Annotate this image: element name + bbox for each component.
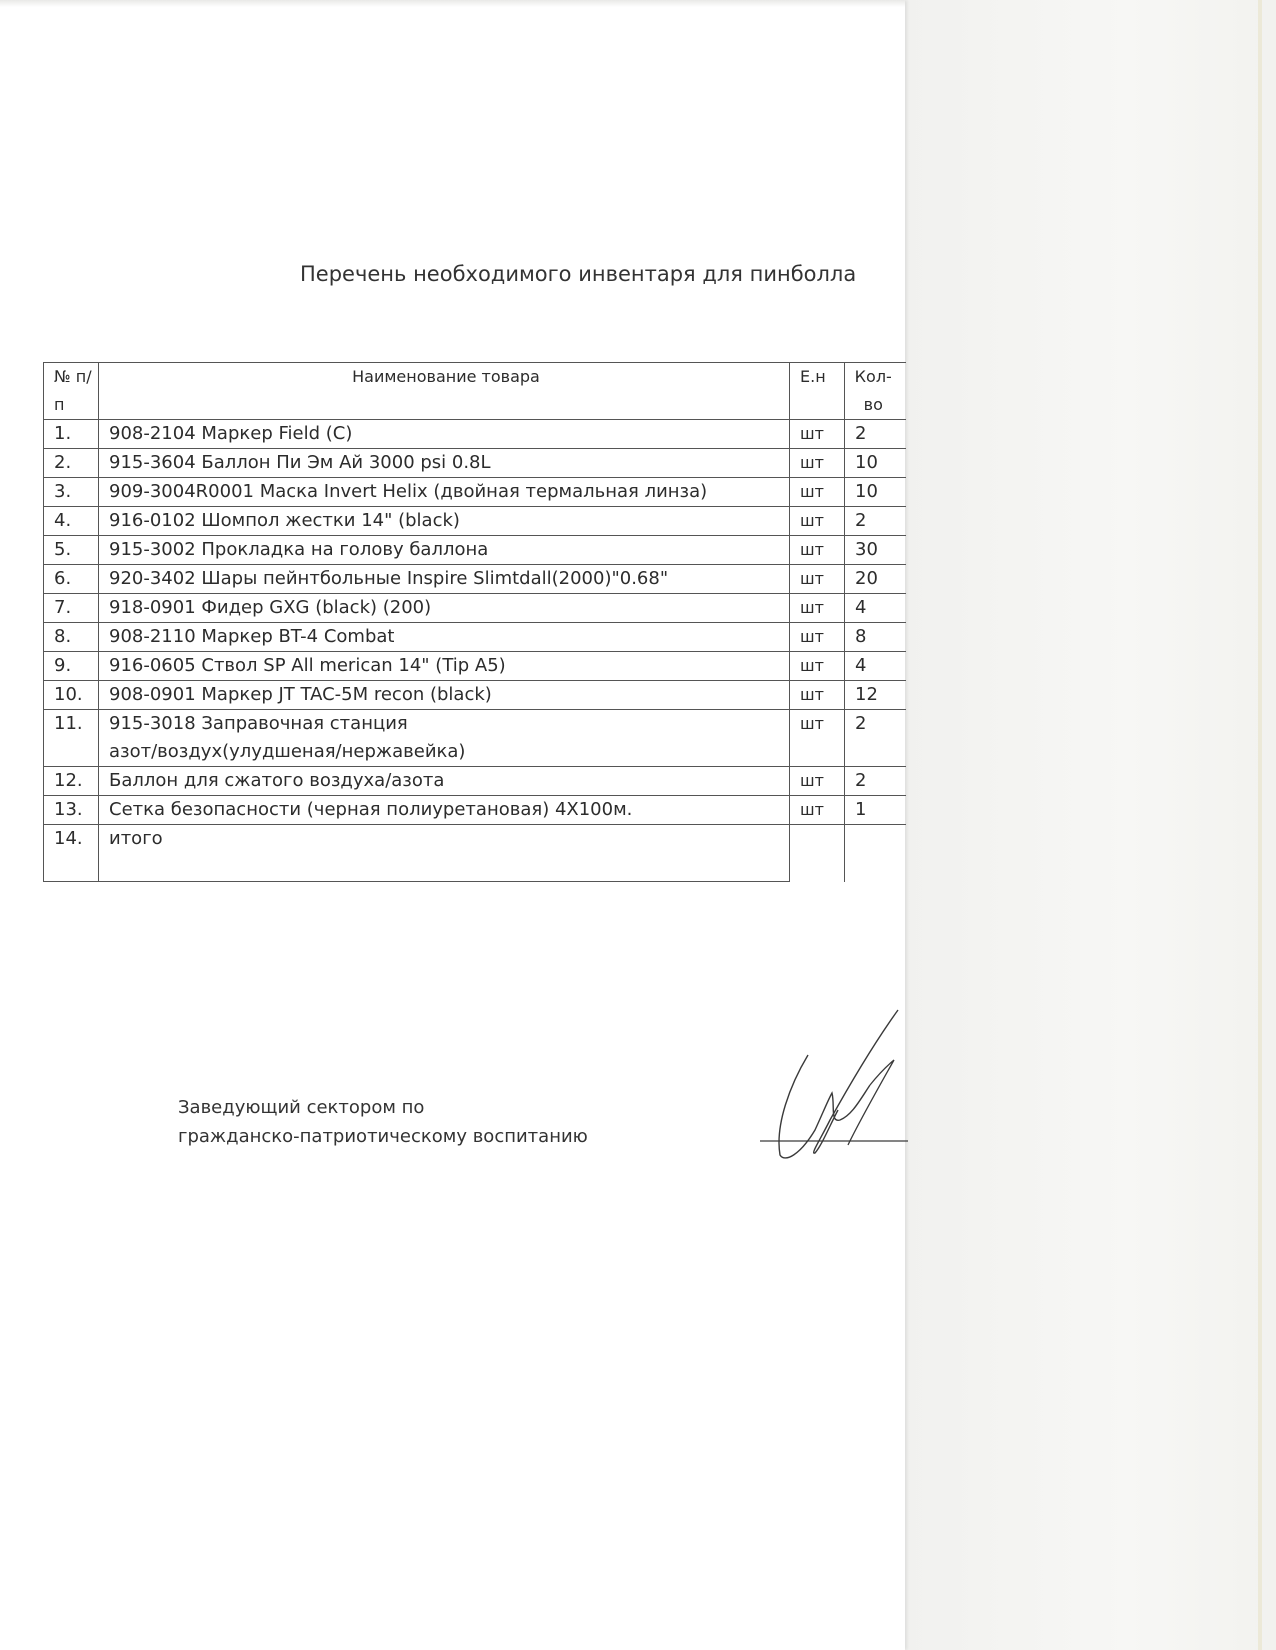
signer-block bbox=[178, 1093, 588, 1151]
row-num: 7. bbox=[44, 594, 99, 623]
row-qty bbox=[845, 825, 906, 882]
header-num: № п/п bbox=[44, 363, 99, 420]
row-name: 916-0102 Шомпол жестки 14" (black) bbox=[99, 507, 790, 536]
row-name: 920-3402 Шары пейнтбольные Inspire Slimtdall(2000)"0.68" bbox=[99, 565, 790, 594]
table-row bbox=[44, 449, 906, 478]
row-qty: 2 bbox=[845, 710, 906, 767]
handwritten-signature bbox=[760, 1005, 910, 1165]
table-row bbox=[44, 420, 906, 449]
row-unit: шт bbox=[790, 420, 845, 449]
row-unit: шт bbox=[790, 681, 845, 710]
signer-line2: гражданско-патриотическому воспитанию bbox=[178, 1126, 588, 1147]
row-name: Баллон для сжатого воздуха/азота bbox=[99, 767, 790, 796]
document-title: Перечень необходимого инвентаря для пинболла bbox=[300, 262, 857, 286]
row-qty: 2 bbox=[845, 507, 906, 536]
row-num: 9. bbox=[44, 652, 99, 681]
row-unit: шт bbox=[790, 623, 845, 652]
row-unit: шт bbox=[790, 449, 845, 478]
row-qty: 20 bbox=[845, 565, 906, 594]
row-name: 908-2110 Маркер BT-4 Combat bbox=[99, 623, 790, 652]
row-unit: шт bbox=[790, 767, 845, 796]
row-qty: 30 bbox=[845, 536, 906, 565]
row-name-line2: азот/воздух(улудшеная/нержавейка) bbox=[109, 741, 466, 762]
row-unit: шт bbox=[790, 565, 845, 594]
row-qty: 12 bbox=[845, 681, 906, 710]
table-row bbox=[44, 507, 906, 536]
row-name: итого bbox=[99, 825, 790, 882]
row-qty: 2 bbox=[845, 767, 906, 796]
row-num: 12. bbox=[44, 767, 99, 796]
row-num: 13. bbox=[44, 796, 99, 825]
row-num: 10. bbox=[44, 681, 99, 710]
row-unit: шт bbox=[790, 710, 845, 767]
row-qty: 4 bbox=[845, 594, 906, 623]
signer-line1: Заведующий сектором по bbox=[178, 1097, 425, 1118]
row-unit bbox=[790, 825, 845, 882]
table-row bbox=[44, 796, 906, 825]
back-page-strip bbox=[905, 0, 1276, 1650]
row-name: 916-0605 Ствол SP All merican 14" (Tip A5) bbox=[99, 652, 790, 681]
row-unit: шт bbox=[790, 796, 845, 825]
row-num: 14. bbox=[44, 825, 99, 882]
row-num: 6. bbox=[44, 565, 99, 594]
sheet-top-edge bbox=[0, 0, 905, 7]
row-unit: шт bbox=[790, 536, 845, 565]
row-name bbox=[99, 710, 790, 767]
row-unit: шт bbox=[790, 478, 845, 507]
back-page-edge bbox=[1258, 0, 1262, 1650]
row-name: 909-3004R0001 Маска Invert Helix (двойная термальная линза) bbox=[99, 478, 790, 507]
row-qty: 8 bbox=[845, 623, 906, 652]
table-row bbox=[44, 565, 906, 594]
row-name: 908-0901 Маркер JT TAC-5M recon (black) bbox=[99, 681, 790, 710]
table-row bbox=[44, 710, 906, 767]
row-unit: шт bbox=[790, 507, 845, 536]
row-qty: 4 bbox=[845, 652, 906, 681]
table-header-row bbox=[44, 363, 906, 420]
header-unit: Е.н bbox=[790, 363, 845, 420]
table-row bbox=[44, 536, 906, 565]
row-qty: 2 bbox=[845, 420, 906, 449]
table-row bbox=[44, 767, 906, 796]
row-num: 5. bbox=[44, 536, 99, 565]
row-name: 918-0901 Фидер GXG (black) (200) bbox=[99, 594, 790, 623]
row-unit: шт bbox=[790, 594, 845, 623]
row-num: 3. bbox=[44, 478, 99, 507]
row-num: 1. bbox=[44, 420, 99, 449]
row-qty: 1 bbox=[845, 796, 906, 825]
row-qty: 10 bbox=[845, 478, 906, 507]
row-name: 915-3002 Прокладка на голову баллона bbox=[99, 536, 790, 565]
row-num: 11. bbox=[44, 710, 99, 767]
row-num: 4. bbox=[44, 507, 99, 536]
row-name: Сетка безопасности (черная полиуретановая) 4X100м. bbox=[99, 796, 790, 825]
row-name: 908-2104 Маркер Field (C) bbox=[99, 420, 790, 449]
table-row bbox=[44, 623, 906, 652]
header-name: Наименование товара bbox=[99, 363, 790, 420]
row-name-line1: 915-3018 Заправочная станция bbox=[109, 713, 408, 734]
table-row bbox=[44, 652, 906, 681]
row-name: 915-3604 Баллон Пи Эм Ай 3000 psi 0.8L bbox=[99, 449, 790, 478]
row-num: 8. bbox=[44, 623, 99, 652]
inventory-table bbox=[43, 362, 906, 882]
table-row-total bbox=[44, 825, 906, 882]
row-unit: шт bbox=[790, 652, 845, 681]
table-row bbox=[44, 478, 906, 507]
table-row bbox=[44, 681, 906, 710]
row-num: 2. bbox=[44, 449, 99, 478]
table-row bbox=[44, 594, 906, 623]
header-qty: Кол-во bbox=[845, 363, 906, 420]
row-qty: 10 bbox=[845, 449, 906, 478]
